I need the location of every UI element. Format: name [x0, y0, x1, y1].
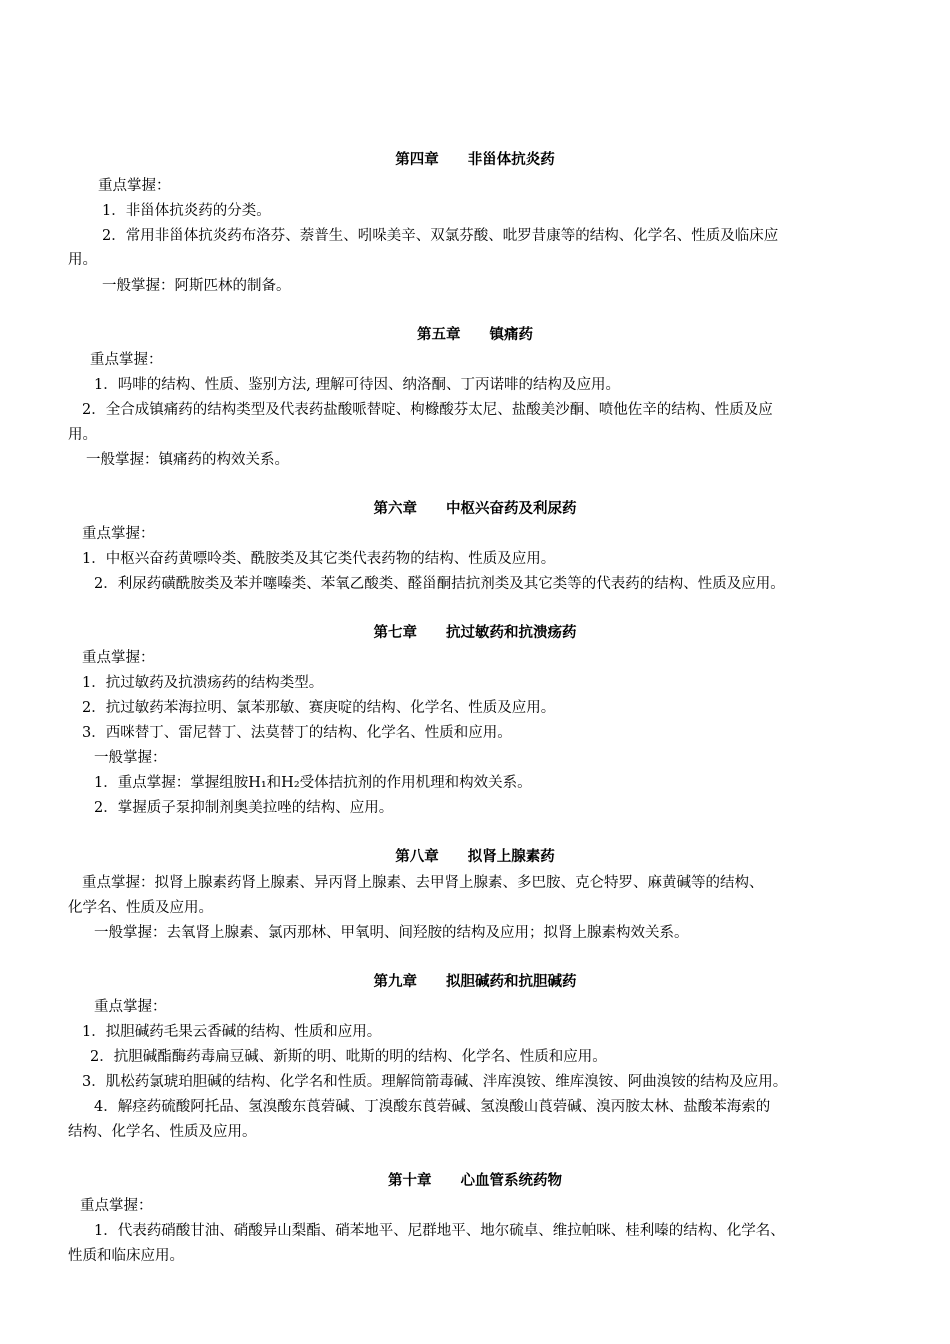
- ch7-general-2: 2．掌握质子泵抑制剂奥美拉唑的结构、应用。: [94, 800, 394, 816]
- ch5-item-1: 1．吗啡的结构、性质、鉴别方法, 理解可待因、纳洛酮、丁丙诺啡的结构及应用。: [94, 377, 620, 393]
- ch4-item-1: 1．非甾体抗炎药的分类。: [102, 203, 271, 219]
- ch7-general-1: 1．重点掌握：掌握组胺H₁和H₂受体拮抗剂的作用机理和构效关系。: [94, 775, 532, 791]
- ch6-item-1: 1．中枢兴奋药黄嘌呤类、酰胺类及其它类代表药物的结构、性质及应用。: [82, 551, 556, 567]
- ch5-general: 一般掌握：镇痛药的构效关系。: [86, 452, 289, 468]
- ch9-item-4: 4．解痉药硫酸阿托品、氢溴酸东莨菪碱、丁溴酸东莨菪碱、氢溴酸山莨菪碱、溴丙胺太林、盐酸苯海索的: [94, 1099, 771, 1115]
- ch9-key-label: 重点掌握：: [94, 999, 167, 1015]
- ch8-general: 一般掌握：去氧肾上腺素、氯丙那林、甲氧明、间羟胺的结构及应用；拟肾上腺素构效关系。: [94, 925, 689, 941]
- chapter-7-title: 第七章 抗过敏药和抗溃疡药: [373, 625, 577, 641]
- ch9-item-4-cont: 结构、化学名、性质及应用。: [68, 1124, 257, 1140]
- ch4-key-label: 重点掌握：: [98, 178, 171, 194]
- ch5-item-2: 2．全合成镇痛药的结构类型及代表药盐酸哌替啶、枸橼酸芬太尼、盐酸美沙酮、喷他佐辛的结构、性质及应: [82, 402, 773, 418]
- ch7-general-label: 一般掌握：: [94, 750, 167, 766]
- ch5-item-2-cont: 用。: [68, 427, 97, 443]
- ch10-key-label: 重点掌握：: [80, 1198, 153, 1214]
- ch6-item-2: 2．利尿药磺酰胺类及苯并噻嗪类、苯氧乙酸类、醛甾酮拮抗剂类及其它类等的代表药的结构、性质及应用。: [94, 576, 785, 592]
- chapter-4-title: 第四章 非甾体抗炎药: [395, 152, 555, 168]
- ch6-key-label: 重点掌握：: [82, 526, 155, 542]
- chapter-8-title: 第八章 拟肾上腺素药: [395, 849, 555, 865]
- ch9-item-2: 2．抗胆碱酯酶药毒扁豆碱、新斯的明、吡斯的明的结构、化学名、性质和应用。: [90, 1049, 607, 1065]
- ch8-key-cont: 化学名、性质及应用。: [68, 900, 213, 916]
- chapter-6-title: 第六章 中枢兴奋药及利尿药: [373, 501, 577, 517]
- ch7-item-3: 3．西咪替丁、雷尼替丁、法莫替丁的结构、化学名、性质和应用。: [82, 725, 512, 741]
- ch10-item-1: 1．代表药硝酸甘油、硝酸异山梨酯、硝苯地平、尼群地平、地尔硫卓、维拉帕咪、桂利嗪的结构、化学名、: [94, 1223, 785, 1239]
- ch10-item-1-cont: 性质和临床应用。: [68, 1248, 184, 1264]
- ch8-key: 重点掌握：拟肾上腺素药肾上腺素、异丙肾上腺素、去甲肾上腺素、多巴胺、克仑特罗、麻黄碱等的结构、: [82, 875, 764, 891]
- ch7-key-label: 重点掌握：: [82, 650, 155, 666]
- chapter-9-title: 第九章 拟胆碱药和抗胆碱药: [373, 974, 577, 990]
- ch7-item-1: 1．抗过敏药及抗溃疡药的结构类型。: [82, 675, 324, 691]
- ch9-item-1: 1．拟胆碱药毛果云香碱的结构、性质和应用。: [82, 1024, 382, 1040]
- chapter-10-title: 第十章 心血管系统药物: [388, 1173, 562, 1189]
- ch9-item-3: 3．肌松药氯琥珀胆碱的结构、化学名和性质。理解筒箭毒碱、泮库溴铵、维库溴铵、阿曲溴铵的结构及应用。: [82, 1074, 788, 1090]
- ch4-general: 一般掌握：阿斯匹林的制备。: [102, 278, 291, 294]
- chapter-5-title: 第五章 镇痛药: [417, 327, 533, 343]
- ch5-key-label: 重点掌握：: [90, 352, 163, 368]
- ch7-item-2: 2．抗过敏药苯海拉明、氯苯那敏、赛庚啶的结构、化学名、性质及应用。: [82, 700, 556, 716]
- ch4-item-2: 2．常用非甾体抗炎药布洛芬、萘普生、吲哚美辛、双氯芬酸、吡罗昔康等的结构、化学名、性质及临床应: [102, 228, 779, 244]
- ch4-item-2-cont: 用。: [68, 252, 97, 268]
